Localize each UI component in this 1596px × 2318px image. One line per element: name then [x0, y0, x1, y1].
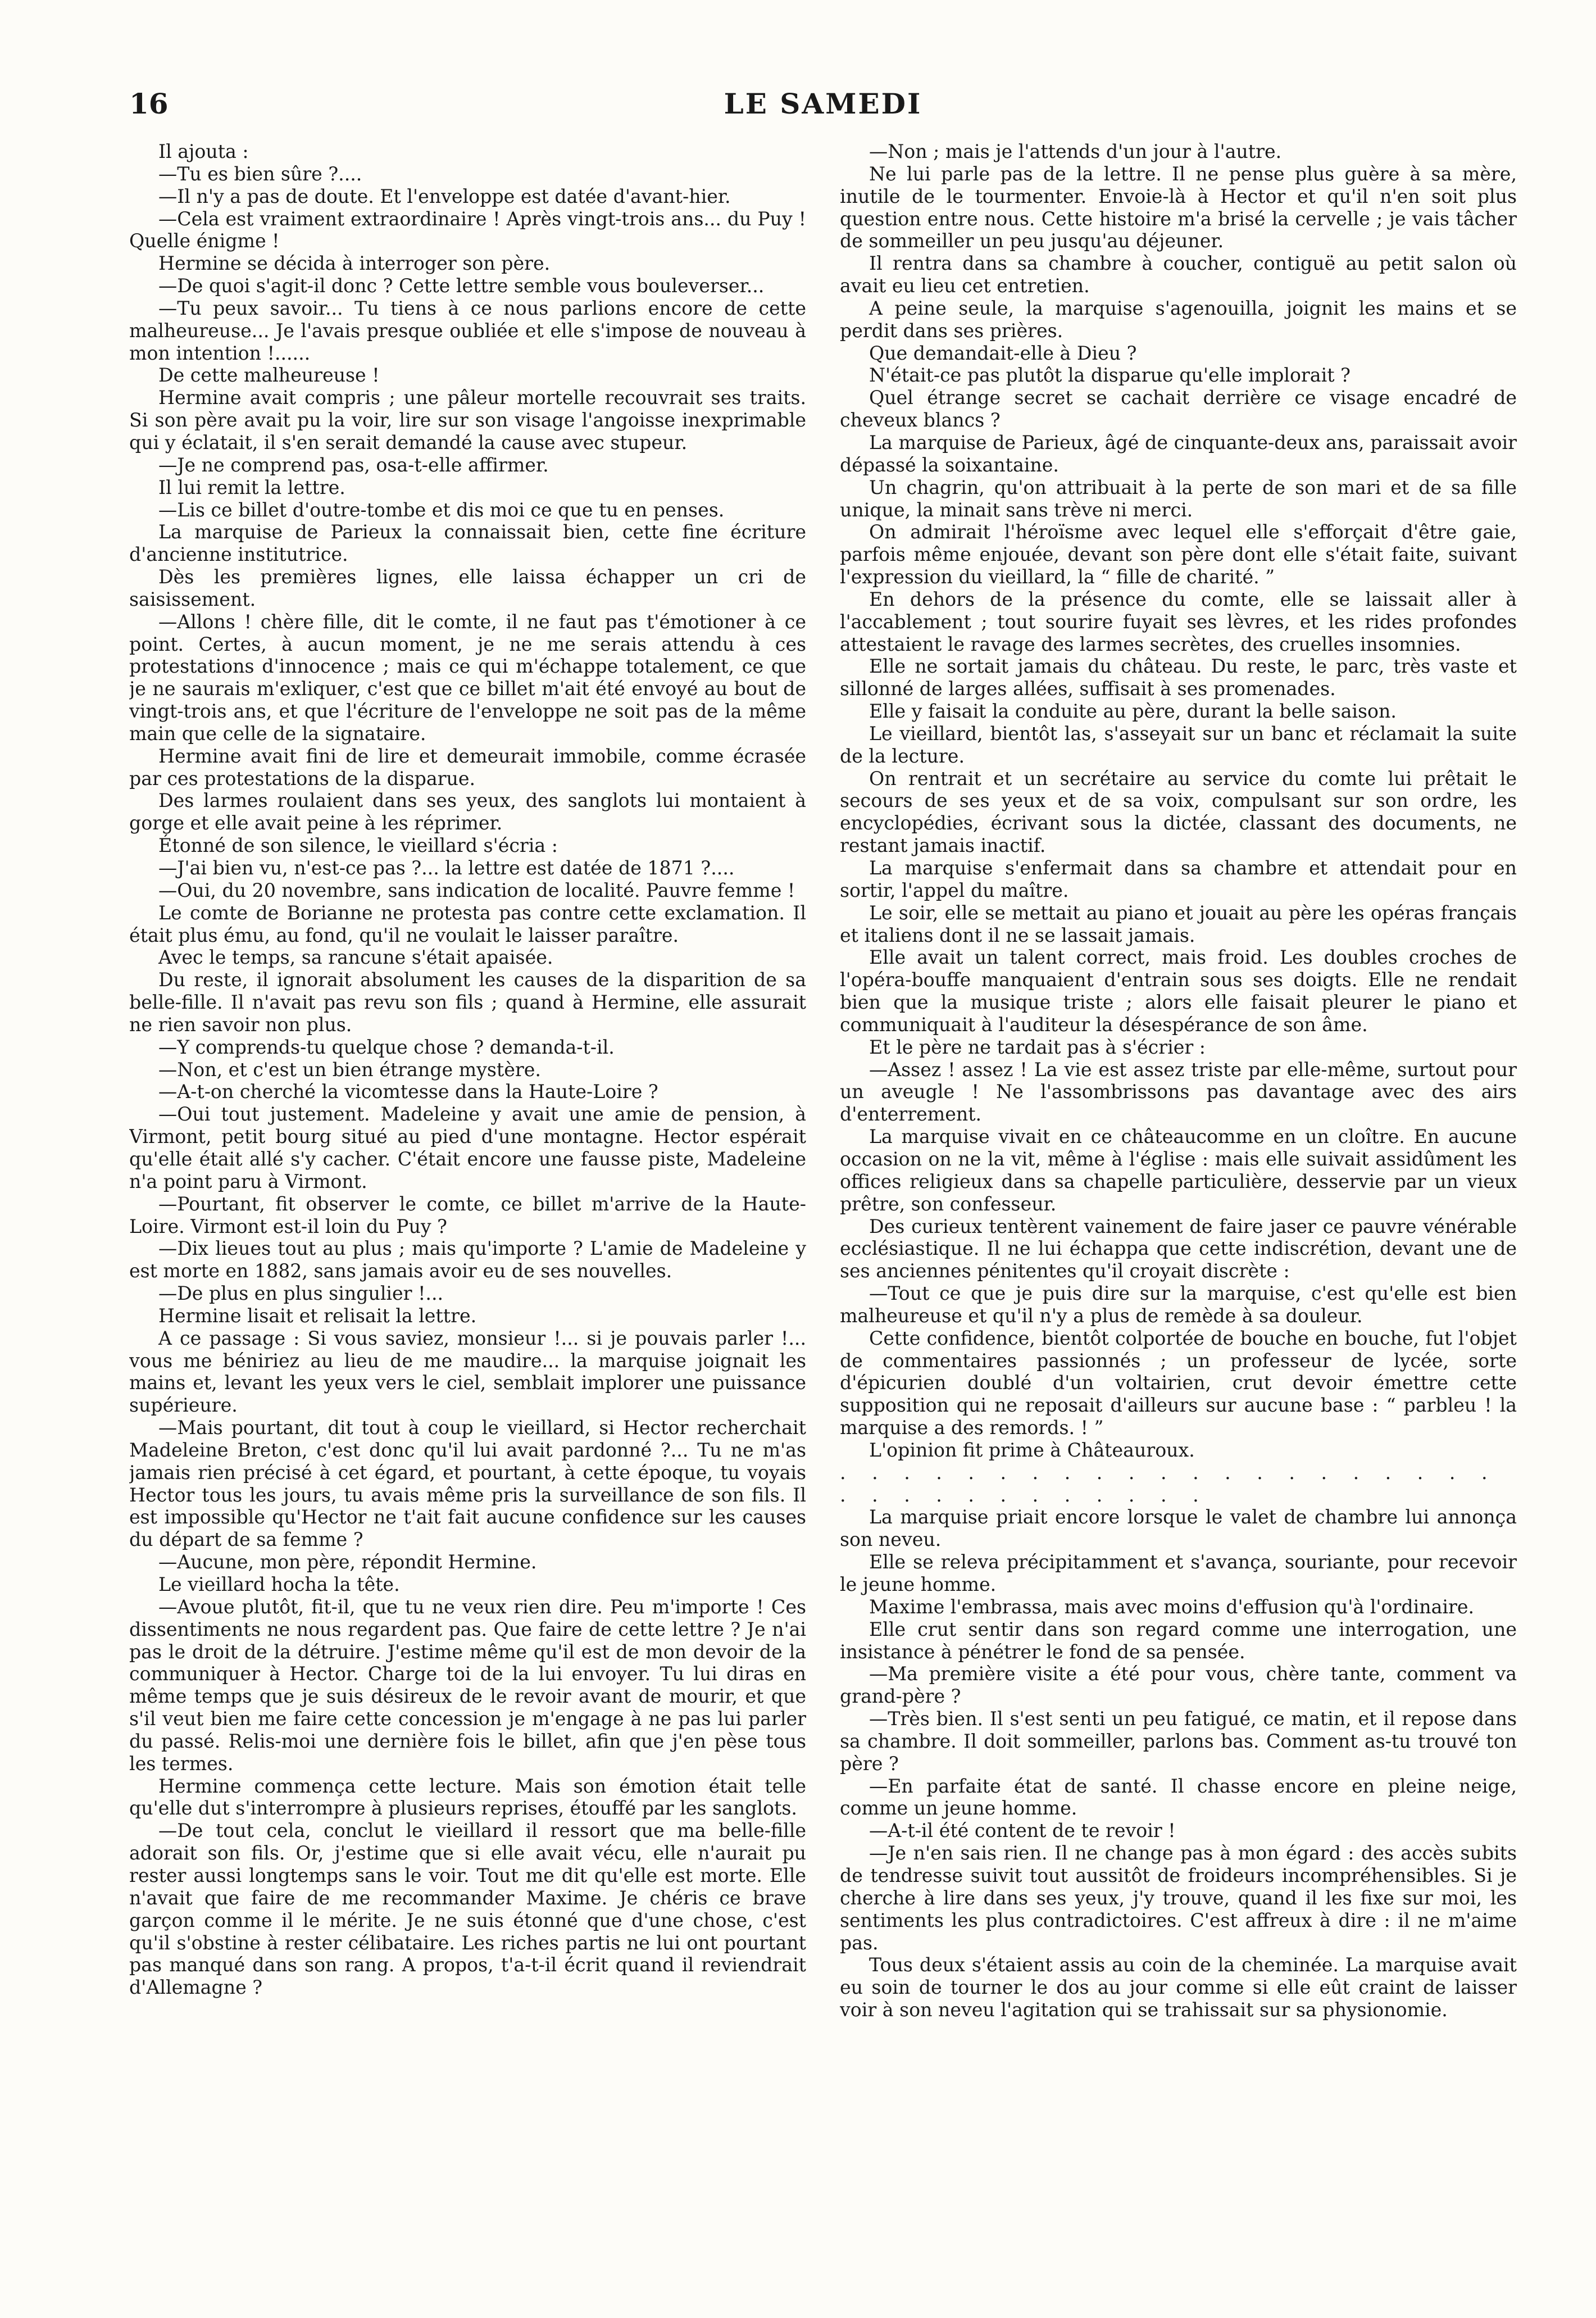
left-column [129, 140, 806, 2265]
paragraph: Des curieux tentèrent vainement de faire jaser ce pauvre vénérable ecclésiastique. Il ne lui échappa que cette indiscrétion, devant une de ses anciennes pénitentes qu'il croyait discrète : [840, 1215, 1517, 1282]
paragraph: De cette malheureuse ! [158, 364, 380, 387]
paragraph: —De quoi s'agit-il donc ? Cette lettre semble vous bouleverser... [158, 275, 765, 297]
paragraph: Le comte de Borianne ne protesta pas contre cette exclamation. Il était plus ému, au fond, qu'il ne voulait le laisser paraître. [129, 901, 806, 946]
paragraph: —Mais pourtant, dit tout à coup le vieillard, si Hector recherchait Madeleine Breton, c'est donc qu'il lui avait pardonné ?... Tu ne m'as jamais rien précisé à cet égard, et pourtant, à cette époque, tu voyais Hector tous les jours, tu avais même pris la surveillance de son fils. Il est impossible qu'Hector ne t'ait fait aucune confidence sur les causes du départ de sa femme ? [129, 1417, 806, 1551]
paragraph: —En parfaite état de santé. Il chasse encore en pleine neige, comme un jeune homme. [840, 1775, 1517, 1820]
paragraph: —Je ne comprend pas, osa-t-elle affirmer. [158, 453, 549, 476]
paragraph: —Tout ce que je puis dire sur la marquise, c'est qu'elle est bien malheureuse et qu'il n'y a plus de remède à sa douleur. [840, 1282, 1517, 1327]
paragraph: —Cela est vraiment extraordinaire ! Après vingt-trois ans... du Puy ! Quelle énigme ! [129, 207, 806, 252]
paragraph: —Avoue plutôt, fit-il, que tu ne veux rien dire. Peu m'importe ! Ces dissentiments ne nous regardent pas. Que faire de cette lettre ? Je n'ai pas le droit de la détruire. J'estime même qu'il est de mon devoir de la communiquer à Hector. Charge toi de la lui envoyer. Tu lui diras en même temps que je suis désireux de le revoir avant de mourir, et que s'il veut bien me faire cette concession je m'engage à ne pas lui parler du passé. Relis-moi une dernière fois le billet, afin que j'en pèse tous les termes. [129, 1595, 806, 1775]
paragraph: Ne lui parle pas de la lettre. Il ne pense plus guère à sa mère, inutile de le tourmenter. Envoie-là à Hector et qu'il n'en soit plus question entre nous. Cette histoire m'a brisé la cervelle ; je vais tâcher de sommeiller un peu jusqu'au déjeuner. [840, 162, 1517, 252]
right-column [840, 140, 1517, 2265]
paragraph: Un chagrin, qu'on attribuait à la perte de son mari et de sa fille unique, la minait sans trève ni merci. [840, 476, 1517, 521]
paragraph: Elle crut sentir dans son regard comme une interrogation, une insistance à pénétrer le fond de sa pensée. [840, 1618, 1517, 1663]
paragraph: Avec le temps, sa rancune s'était apaisée. [158, 946, 553, 969]
paragraph: —Non, et c'est un bien étrange mystère. [158, 1058, 541, 1081]
paragraph: A peine seule, la marquise s'agenouilla, joignit les mains et se perdit dans ses prières. [840, 297, 1517, 342]
paragraph: A ce passage : Si vous saviez, monsieur !... si je pouvais parler !... vous me béniriez au lieu de me maudire... la marquise joignait les mains et, levant les yeux vers le ciel, semblait implorer une puissance supérieure. [129, 1327, 806, 1417]
paragraph: —Très bien. Il s'est senti un peu fatigué, ce matin, et il repose dans sa chambre. Il doit sommeiller, parlons bas. Comment as-tu trouvé ton père ? [840, 1708, 1517, 1775]
paragraph: —A-t-il été content de te revoir ! [869, 1820, 1176, 1842]
paragraph: La marquise vivait en ce châteaucomme en un cloître. En aucune occasion on ne la vit, même à l'église : mais elle suivait assidûment les offices religieux dans sa chapelle particulière, desservie par un vieux prêtre, son confesseur. [840, 1126, 1517, 1215]
paragraph: Que demandait-elle à Dieu ? [869, 342, 1137, 364]
paragraph: La marquise de Parieux, âgé de cinquante-deux ans, paraissait avoir dépassé la soixantaine. [840, 431, 1517, 476]
paragraph: Maxime l'embrassa, mais avec moins d'effusion qu'à l'ordinaire. [869, 1595, 1475, 1618]
paragraph: Hermine avait fini de lire et demeurait immobile, comme écrasée par ces protestations de la disparue. [129, 745, 806, 790]
paragraph: —Tu peux savoir... Tu tiens à ce nous parlions encore de cette malheureuse... Je l'avais presque oubliée et elle s'impose de nouveau à mon intention !...... [129, 297, 806, 364]
paragraph: Hermine commença cette lecture. Mais son émotion était telle qu'elle dut s'interrompre à plusieurs reprises, étouffé par les sanglots. [129, 1775, 806, 1820]
paragraph: —Je n'en sais rien. Il ne change pas à mon égard : des accès subits de tendresse suivit tout aussitôt de froideurs incompréhensibles. Si je cherche à lire dans ses yeux, j'y trouve, quand il les fixe sur moi, les sentiments les plus contradictoires. C'est affreux à dire : il ne m'aime pas. [840, 1842, 1517, 1954]
paragraph: —Non ; mais je l'attends d'un jour à l'autre. [869, 140, 1282, 162]
paragraph: —Aucune, mon père, répondit Hermine. [158, 1551, 537, 1573]
paragraph: —Oui, du 20 novembre, sans indication de localité. Pauvre femme ! [158, 879, 795, 901]
paragraph: Il rentra dans sa chambre à coucher, contiguë au petit salon où avait eu lieu cet entretien. [840, 252, 1517, 297]
paragraph: Hermine se décida à interroger son père. [158, 252, 551, 275]
paragraph: L'opinion fit prime à Châteauroux. [869, 1439, 1195, 1461]
paragraph: Il lui remit la lettre. [158, 476, 345, 498]
paragraph: Du reste, il ignorait absolument les causes de la disparition de sa belle-fille. Il n'avait pas revu son fils ; quand à Hermine, elle assurait ne rien savoir non plus. [129, 969, 806, 1036]
paragraph: —A-t-on cherché la vicomtesse dans la Haute-Loire ? [158, 1081, 658, 1103]
paragraph: —Pourtant, fit observer le comte, ce billet m'arrive de la Haute-Loire. Virmont est-il loin du Puy ? [129, 1192, 806, 1237]
paragraph: Tous deux s'étaient assis au coin de la cheminée. La marquise avait eu soin de tourner le dos au jour comme si elle eût craint de laisser voir à son neveu l'agitation qui se trahissait sur sa physionomie. [840, 1954, 1517, 2021]
paragraph: Hermine lisait et relisait la lettre. [158, 1304, 477, 1327]
paragraph: Étonné de son silence, le vieillard s'écria : [158, 834, 558, 857]
paragraph: Elle se releva précipitamment et s'avança, souriante, pour recevoir le jeune homme. [840, 1551, 1517, 1595]
paragraph: Des larmes roulaient dans ses yeux, des sanglots lui montaient à gorge et elle avait peine à les réprimer. [129, 790, 806, 834]
paragraph: Le soir, elle se mettait au piano et jouait au père les opéras français et italiens dont il ne se lassait jamais. [840, 901, 1517, 946]
paragraph: —Lis ce billet d'outre-tombe et dis moi ce que tu en penses. [158, 498, 725, 521]
paragraph: —Tu es bien sûre ?.... [158, 162, 362, 185]
paragraph: Le vieillard hocha la tête. [158, 1573, 400, 1595]
paragraph: —Y comprends-tu quelque chose ? demanda-t-il. [158, 1036, 615, 1058]
paragraph: Hermine avait compris ; une pâleur mortelle recouvrait ses traits. Si son père avait pu la voir, lire sur son visage l'angoisse inexprimable qui y éclatait, il s'en serait demandé la cause avec stupeur. [129, 387, 806, 453]
paragraph: . . . . . . . . . . . . . . . . . . . . . . . . . . . . . . . . . [840, 1461, 1498, 1506]
paragraph: N'était-ce pas plutôt la disparue qu'elle implorait ? [869, 364, 1351, 387]
publication-title: LE SAMEDI [724, 87, 922, 120]
paragraph: —Allons ! chère fille, dit le comte, il ne faut pas t'émotioner à ce point. Certes, à aucun moment, je ne me serais attendu à ces protestations d'innocence ; mais ce qui m'échappe totalement, ce que je ne saurais m'exliquer, c'est que ce billet m'ait été envoyé au bout de vingt-trois ans, et que l'écriture de l'enveloppe ne soit pas de la même main que celle de la signataire. [129, 610, 806, 745]
page-header [129, 87, 1517, 126]
paragraph: Quel étrange secret se cachait derrière ce visage encadré de cheveux blancs ? [840, 387, 1517, 432]
paragraph: Elle ne sortait jamais du château. Du reste, le parc, très vaste et sillonné de larges allées, suffisait à ses promenades. [840, 655, 1517, 700]
paragraph: Dès les premières lignes, elle laissa échapper un cri de saisissement. [129, 566, 806, 610]
paragraph: —Dix lieues tout au plus ; mais qu'importe ? L'amie de Madeleine y est morte en 1882, sans jamais avoir eu de ses nouvelles. [129, 1237, 806, 1282]
paragraph: Cette confidence, bientôt colportée de bouche en bouche, fut l'objet de commentaires passionnés ; un professeur de lycée, sorte d'épicurien doublé d'un voltairien, crut devoir émettre cette supposition qui ne reposait d'ailleurs sur aucune base : “ parbleu ! la marquise a des remords. ! ” [840, 1327, 1517, 1439]
paragraph: —J'ai bien vu, n'est-ce pas ?... la lettre est datée de 1871 ?.... [158, 857, 735, 879]
paragraph: En dehors de la présence du comte, elle se laissait aller à l'accablement ; tout sourire fuyait ses lèvres, et les rides profondes attestaient le ravage des larmes secrètes, des cruelles insomnies. [840, 588, 1517, 655]
paragraph: La marquise priait encore lorsque le valet de chambre lui annonça son neveu. [840, 1506, 1517, 1551]
paragraph: La marquise de Parieux la connaissait bien, cette fine écriture d'ancienne institutrice. [129, 521, 806, 566]
paragraph: Il ajouta : [158, 140, 249, 162]
paragraph: On admirait l'héroïsme avec lequel elle s'efforçait d'être gaie, parfois même enjouée, devant son père dont elle s'était faite, suivant l'expression du vieillard, la “ fille de charité. ” [840, 521, 1517, 588]
paragraph: —De plus en plus singulier !... [158, 1282, 444, 1305]
paragraph: Elle avait un talent correct, mais froid. Les doubles croches de l'opéra-bouffe manquaient d'entrain sous ses doigts. Elle ne rendait bien que la musique triste ; alors elle faisait pleurer le piano et communiquait à l'auditeur la désespérance de son âme. [840, 946, 1517, 1036]
paragraph: Elle y faisait la conduite au père, durant la belle saison. [869, 700, 1397, 723]
paragraph: On rentrait et un secrétaire au service du comte lui prêtait le secours de ses yeux et de sa voix, compulsant sur son ordre, les encyclopédies, écrivant sous la dictée, classant des documents, ne restant jamais inactif. [840, 767, 1517, 857]
paragraph: —De tout cela, conclut le vieillard il ressort que ma belle-fille adorait son fils. Or, j'estime que si elle avait vécu, elle n'aurait pu rester aussi longtemps sans le voir. Tout me dit qu'elle est morte. Elle n'avait que faire de me recommander Maxime. Je chéris ce brave garçon comme il le mérite. Je ne suis étonné que d'une chose, c'est qu'il s'obstine à rester célibataire. Les riches partis ne lui ont pourtant pas manqué dans son rang. A propos, t'a-t-il écrit quand il reviendrait d'Allemagne ? [129, 1820, 806, 1999]
paragraph: Et le père ne tardait pas à s'écrier : [869, 1036, 1206, 1058]
paragraph: —Ma première visite a été pour vous, chère tante, comment va grand-père ? [840, 1663, 1517, 1708]
paragraph: —Assez ! assez ! La vie est assez triste par elle-même, surtout pour un aveugle ! Ne l'assombrissons pas davantage avec des airs d'enterrement. [840, 1058, 1517, 1126]
page-number: 16 [129, 87, 169, 120]
paragraph: La marquise s'enfermait dans sa chambre et attendait pour en sortir, l'appel du maître. [840, 857, 1517, 901]
paragraph: —Il n'y a pas de doute. Et l'enveloppe est datée d'avant-hier. [158, 185, 731, 207]
paragraph: Le vieillard, bientôt las, s'asseyait sur un banc et réclamait la suite de la lecture. [840, 722, 1517, 767]
paragraph: —Oui tout justement. Madeleine y avait une amie de pension, à Virmont, petit bourg situé au pied d'une montagne. Hector espérait qu'elle était allé s'y cacher. C'était encore une fausse piste, Madeleine n'a point paru à Virmont. [129, 1103, 806, 1192]
